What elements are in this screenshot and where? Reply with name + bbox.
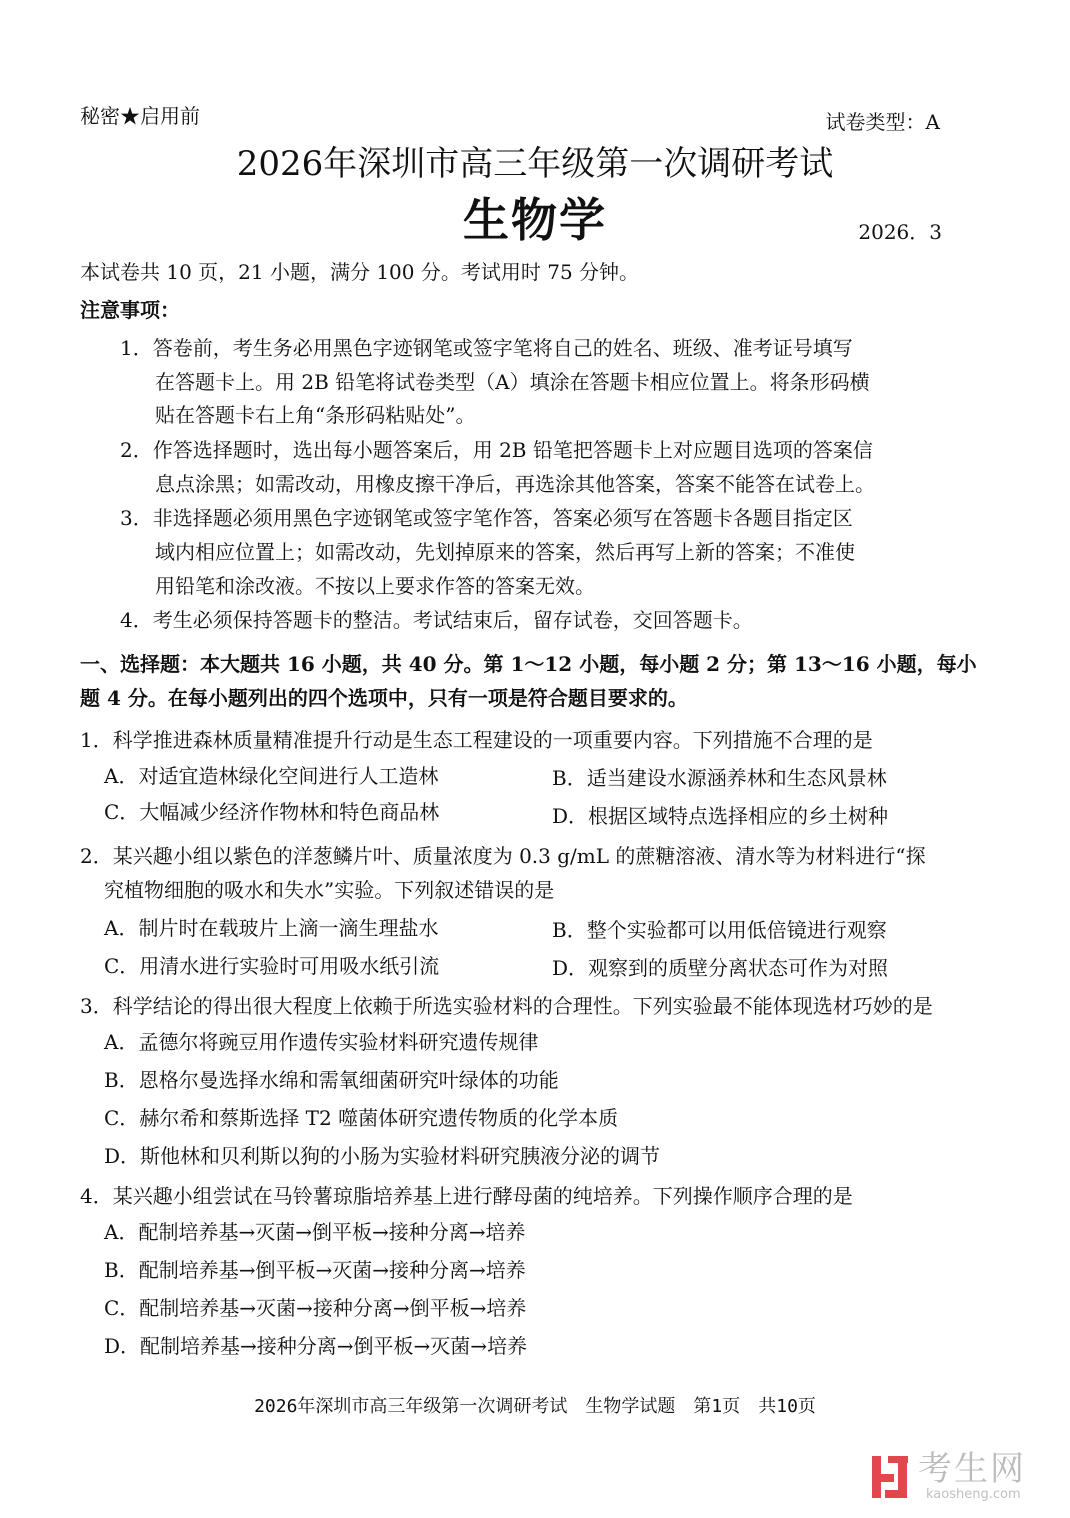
paper-type-label: 试卷类型：A [825, 110, 940, 134]
option-c: C．赫尔希和蔡斯选择 T2 噬菌体研究遗传物质的化学本质 [104, 1106, 619, 1130]
question-stem: 1．科学推进森林质量精准提升行动是生态工程建设的一项重要内容。下列措施不合理的是 [80, 728, 873, 752]
option-d: D．配制培养基→接种分离→倒平板→灭菌→培养 [104, 1334, 528, 1358]
option-b: B．配制培养基→倒平板→灭菌→接种分离→培养 [104, 1258, 526, 1282]
notice-line: 域内相应位置上；如需改动，先划掉原来的答案，然后再写上新的答案；不准使 [155, 540, 855, 564]
notice-line: 3．非选择题必须用黑色字迹钢笔或签字笔作答，答案必须写在答题卡各题目指定区 [120, 506, 853, 530]
notice-line: 4．考生必须保持答题卡的整洁。考试结束后，留存试卷，交回答题卡。 [120, 608, 753, 632]
option-c: C．用清水进行实验时可用吸水纸引流 [104, 954, 440, 978]
notice-line: 息点涂黑；如需改动，用橡皮擦干净后，再选涂其他答案，答案不能答在试卷上。 [155, 472, 875, 496]
exam-date: 2026．3 [858, 220, 942, 244]
option-c: C．配制培养基→灭菌→接种分离→倒平板→培养 [104, 1296, 527, 1320]
question-stem: 2．某兴趣小组以紫色的洋葱鳞片叶、质量浓度为 0.3 g/mL 的蔗糖溶液、清水等为材料进行“探 [80, 844, 926, 868]
notice-line: 贴在答题卡右上角“条形码粘贴处”。 [155, 403, 476, 427]
notice-line: 2．作答选择题时，选出每小题答案后，用 2B 铅笔把答题卡上对应题目选项的答案信 [120, 438, 873, 462]
question-stem: 3．科学结论的得出很大程度上依赖于所选实验材料的合理性。下列实验最不能体现选材巧妙的是 [80, 994, 933, 1018]
option-b: B．恩格尔曼选择水绵和需氧细菌研究叶绿体的功能 [104, 1068, 559, 1092]
option-b: B．整个实验都可以用低倍镜进行观察 [552, 918, 887, 942]
notice-line: 1．答卷前，考生务必用黑色字迹钢笔或签字笔将自己的姓名、班级、准考证号填写 [120, 336, 853, 360]
watermark-url: kaosheng.com [926, 1487, 1021, 1502]
notice-line: 在答题卡上。用 2B 铅笔将试卷类型（A）填涂在答题卡相应位置上。将条形码横 [155, 370, 870, 394]
option-b: B．适当建设水源涵养林和生态风景林 [552, 766, 887, 790]
watermark-logo [870, 1448, 1046, 1506]
option-d: D．根据区域特点选择相应的乡土树种 [552, 804, 889, 828]
question-stem-continued: 究植物细胞的吸水和失水”实验。下列叙述错误的是 [104, 878, 555, 902]
watermark-text: 考生网 [918, 1449, 1026, 1489]
page-footer: 2026年深圳市高三年级第一次调研考试 生物学试题 第1页 共10页 [254, 1396, 816, 1417]
question-stem: 4．某兴趣小组尝试在马铃薯琼脂培养基上进行酵母菌的纯培养。下列操作顺序合理的是 [80, 1184, 853, 1208]
option-d: D．观察到的质壁分离状态可作为对照 [552, 956, 889, 980]
secret-label: 秘密★启用前 [80, 104, 200, 128]
exam-title: 2026年深圳市高三年级第一次调研考试 [236, 144, 834, 184]
section-heading-line1: 一、选择题：本大题共 16 小题，共 40 分。第 1～12 小题，每小题 2 分；第 13～16 小题，每小 [80, 652, 977, 676]
option-a: A．制片时在载玻片上滴一滴生理盐水 [104, 916, 439, 940]
section-heading-line2: 题 4 分。在每小题列出的四个选项中，只有一项是符合题目要求的。 [80, 686, 688, 710]
notice-heading: 注意事项： [80, 298, 180, 322]
option-a: A．配制培养基→灭菌→倒平板→接种分离→培养 [104, 1220, 526, 1244]
notice-line: 用铅笔和涂改液。不按以上要求作答的答案无效。 [155, 574, 595, 598]
kaosheng-logo-icon [870, 1454, 910, 1500]
option-c: C．大幅减少经济作物林和特色商品林 [104, 800, 440, 824]
option-a: A．对适宜造林绿化空间进行人工造林 [104, 764, 439, 788]
subject-title: 生物学 [463, 193, 607, 247]
option-d: D．斯他林和贝利斯以狗的小肠为实验材料研究胰液分泌的调节 [104, 1144, 661, 1168]
option-a: A．孟德尔将豌豆用作遗传实验材料研究遗传规律 [104, 1030, 539, 1054]
intro-text: 本试卷共 10 页，21 小题，满分 100 分。考试用时 75 分钟。 [80, 260, 640, 284]
